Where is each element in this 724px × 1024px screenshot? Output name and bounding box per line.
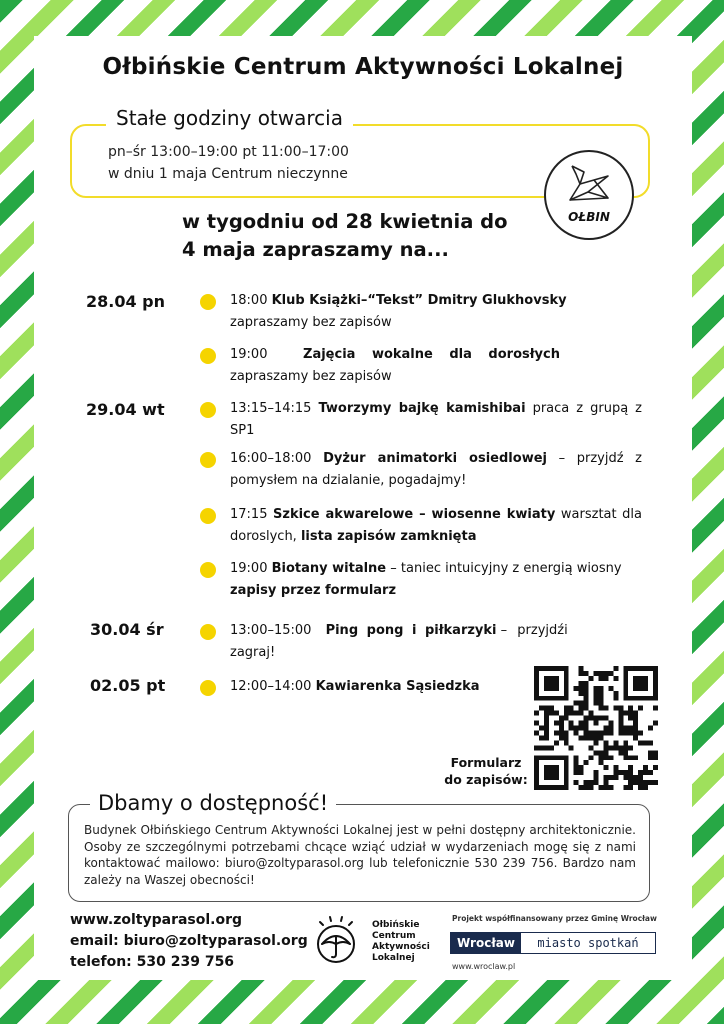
event-bullet — [200, 562, 216, 578]
event-note: lista zapisów zamknięta — [300, 529, 477, 544]
event-title: Zajęcia wokalne dla dorosłych — [303, 347, 560, 362]
event-title: Szkice akwarelowe – wiosenne kwiaty — [273, 507, 556, 522]
week-heading-line: 4 maja zapraszamy na... — [182, 238, 449, 261]
poster-title: Ołbińskie Centrum Aktywności Lokalnej — [102, 54, 624, 80]
event-item — [230, 676, 530, 698]
event-item — [230, 344, 560, 388]
event-bullet — [200, 508, 216, 524]
day-label: 28.04 pn — [86, 292, 166, 311]
event-item — [230, 290, 642, 334]
event-item — [230, 398, 642, 442]
event-title: Biotany witalne — [271, 561, 387, 576]
week-heading — [182, 208, 508, 264]
wroclaw-brand: Wrocław — [451, 933, 521, 953]
origami-swan-icon — [564, 162, 614, 206]
umbrella-logo-icon — [310, 914, 362, 970]
qr-label-line: Formularz — [450, 755, 522, 770]
week-heading-line: w tygodniu od 28 kwietnia do — [182, 210, 508, 233]
event-bullet — [200, 402, 216, 418]
contact-phone: telefon: 530 239 756 — [70, 954, 235, 970]
event-time: 13:00–15:00 — [230, 623, 312, 638]
event-title: Tworzymy bajkę kamishibai — [318, 401, 526, 416]
opening-hours-title: Stałe godziny otwarcia — [106, 106, 353, 130]
event-title: Dyżur animatorki osiedlowej — [323, 451, 547, 466]
event-desc: – taniec intuicyjny z energią wiosny — [390, 561, 622, 576]
event-time: 13:15–14:15 — [230, 401, 312, 416]
event-desc: – przyjdźi zagraj! — [230, 623, 568, 660]
event-item — [230, 504, 642, 548]
event-time: 16:00–18:00 — [230, 451, 312, 466]
contact-website[interactable]: www.zoltyparasol.org — [70, 912, 243, 928]
event-time: 18:00 — [230, 293, 268, 308]
day-label: 30.04 śr — [90, 620, 164, 639]
event-desc: praca z grupą z SP1 — [230, 401, 643, 438]
qr-code[interactable] — [534, 666, 658, 790]
qr-label-line: do zapisów: — [444, 772, 528, 787]
logo-text: OŁBIN — [568, 210, 610, 224]
event-bullet — [200, 680, 216, 696]
event-time: 17:15 — [230, 507, 268, 522]
event-title: Kawiarenka Sąsiedzka — [315, 679, 480, 694]
accessibility-text: Budynek Ołbińskiego Centrum Aktywności Lokalnej jest w pełni dostępny architektonicznie. Osoby ze szczególnymi potrzebami chcące wziąć udział w wydarzeniach mogę się z nami kontaktować mailowo: biuro@zoltyparasol.org lub telefonicznie 530 239 756. Bardzo nam zależy na Waszej obecności! — [84, 823, 636, 887]
day-label: 02.05 pt — [90, 676, 166, 695]
cofinance-note: Projekt współfinansowany przez Gminę Wrocław — [452, 914, 657, 923]
ocal-line: Centrum — [372, 931, 416, 941]
wroclaw-logo — [450, 932, 656, 954]
contact-email[interactable]: email: biuro@zoltyparasol.org — [70, 933, 308, 949]
event-title: Klub Książki–“Tekst” Dmitry Glukhovsky — [271, 293, 567, 308]
event-bullet — [200, 348, 216, 364]
opening-hours-line: pn–śr 13:00–19:00 pt 11:00–17:00 — [108, 144, 349, 160]
qr-label — [430, 754, 542, 788]
event-bullet — [200, 624, 216, 640]
event-bullet — [200, 452, 216, 468]
event-time: 12:00–14:00 — [230, 679, 312, 694]
event-title: Ping pong i piłkarzyki — [325, 623, 497, 638]
event-time: 19:00 — [230, 561, 268, 576]
event-desc: – przyjdź z pomysłem na dzialanie, pogadajmy! — [230, 451, 642, 488]
olbin-logo — [544, 150, 634, 240]
wroclaw-url[interactable]: www.wroclaw.pl — [452, 962, 516, 971]
event-note: zapisy przez formularz — [230, 583, 397, 598]
poster-sheet — [34, 36, 692, 980]
closure-note: w dniu 1 maja Centrum nieczynne — [108, 166, 348, 182]
ocal-line: Ołbińskie — [372, 920, 420, 930]
event-item — [230, 448, 642, 492]
event-bullet — [200, 294, 216, 310]
wroclaw-slogan: miasto spotkań — [537, 936, 639, 950]
event-item — [230, 620, 586, 664]
event-desc: warsztat dla doroslych, — [230, 507, 643, 544]
accessibility-title: Dbamy o dostępność! — [90, 791, 336, 815]
ocal-line: Lokalnej — [372, 953, 415, 963]
event-note: zapraszamy bez zapisów — [230, 315, 392, 330]
ocal-logo-text — [372, 920, 430, 964]
event-item — [230, 558, 642, 602]
event-note: zapraszamy bez zapisów — [230, 369, 392, 384]
ocal-line: Aktywności — [372, 942, 430, 952]
event-time: 19:00 — [230, 347, 268, 362]
day-label: 29.04 wt — [86, 400, 165, 419]
